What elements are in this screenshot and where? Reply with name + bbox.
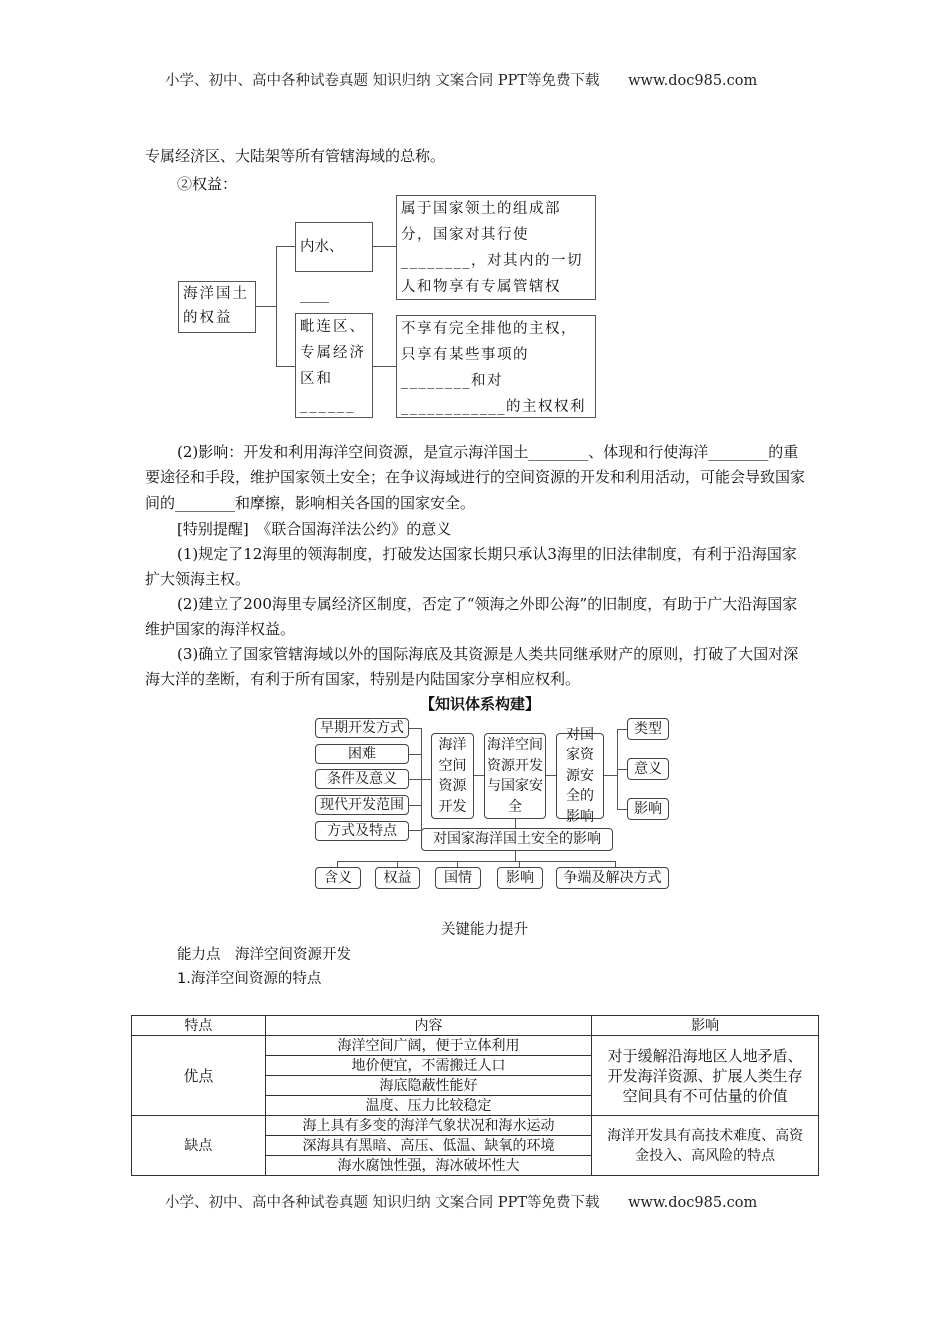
pros-impact: 对于缓解沿海地区人地矛盾、开发海洋资源、扩展人类生存空间具有不可估量的价值: [592, 1036, 819, 1116]
header-cell: 影响: [592, 1016, 819, 1036]
connector: [617, 809, 627, 810]
table-row: [132, 1036, 819, 1056]
branch2-description: 不享有完全排他的主权，只享有某些事项的________和对____________的主权权利: [396, 315, 596, 418]
connector: [276, 246, 295, 247]
paragraph-reminder: [特别提醒] 《联合国海洋法公约》的意义: [177, 520, 452, 538]
page-header: [165, 69, 757, 90]
connector: [276, 246, 277, 366]
table-row: [132, 1116, 819, 1136]
connector: [373, 246, 396, 247]
connector: [409, 830, 421, 831]
rights-root-box: 海洋国土的权益: [178, 281, 256, 333]
table-header-row: [132, 1016, 819, 1036]
footer-site: www.doc985.com: [628, 1195, 758, 1211]
branch1-description: 属于国家领土的组成部分，国家对其行使________，对其内的一切人和物享有专属管辖权: [396, 195, 596, 300]
cons-item: 海水腐蚀性强，海冰破坏性大: [265, 1156, 591, 1176]
pros-item: 温度、压力比较稳定: [265, 1096, 591, 1116]
header-site: www.doc985.com: [628, 73, 758, 89]
knowledge-bottom-item: 国情: [435, 867, 481, 889]
knowledge-right-item: 意义: [627, 758, 669, 780]
cons-item: 深海具有黑暗、高压、低温、缺氧的环境: [265, 1136, 591, 1156]
connector: [604, 775, 617, 776]
knowledge-bottom-item: 影响: [497, 867, 543, 889]
connector: [276, 366, 295, 367]
knowledge-right-item: 类型: [627, 718, 669, 740]
cons-item: 海上具有多变的海洋气象状况和海水运动: [265, 1116, 591, 1136]
connector: [515, 819, 516, 828]
characteristics-table: [131, 1015, 819, 1176]
knowledge-left-item: 困难: [315, 744, 409, 764]
connector: [409, 779, 431, 780]
header-text: 小学、初中、高中各种试卷真题 知识归纳 文案合同 PPT等免费下载: [165, 73, 600, 89]
page-footer: [165, 1191, 757, 1212]
pros-item: 地价便宜，不需搬迁人口: [265, 1056, 591, 1076]
header-cell: 内容: [265, 1016, 591, 1036]
connector: [256, 306, 276, 307]
knowledge-left-item: 条件及意义: [315, 769, 409, 789]
branch-inner-waters: 内水、____: [295, 222, 373, 272]
footer-text: 小学、初中、高中各种试卷真题 知识归纳 文案合同 PPT等免费下载: [165, 1195, 600, 1211]
knowledge-left-item: 现代开发范围: [315, 795, 409, 815]
pros-label: 优点: [132, 1036, 266, 1116]
paragraph-point-1: (1)规定了12海里的领海制度，打破发达国家长期只承认3海里的旧法律制度，有利于沿海国家扩大领海主权。: [145, 545, 797, 589]
pros-item: 海底隐蔽性能好: [265, 1076, 591, 1096]
connector: [546, 775, 556, 776]
knowledge-bottom-item: 含义: [315, 867, 361, 889]
connector: [409, 805, 421, 806]
cons-impact: 海洋开发具有高技术难度、高资金投入、高风险的特点: [592, 1116, 819, 1176]
knowledge-left-item: 早期开发方式: [315, 718, 409, 738]
connector: [515, 851, 516, 861]
header-cell: 特点: [132, 1016, 266, 1036]
connector: [617, 769, 627, 770]
knowledge-node-territory: 对国家海洋国土安全的影响: [421, 828, 613, 851]
paragraph-point-3: (3)确立了国家管辖海域以外的国际海底及其资源是人类共同继承财产的原则，打破了大国对深海大洋的垄断，有利于所有国家，特别是内陆国家分享相应权利。: [145, 645, 799, 689]
knowledge-title: 【知识体系构建】: [420, 695, 541, 713]
knowledge-node-resource-security: 对国家资源安全的影响: [556, 733, 604, 819]
knowledge-node-center: 海洋空间资源开发与国家安全: [484, 733, 546, 819]
connector: [337, 861, 616, 862]
knowledge-bottom-item: 权益: [375, 867, 420, 889]
paragraph-point-2: (2)建立了200海里专属经济区制度，否定了“领海之外即公海”的旧制度，有助于广大沿海国家维护国家的海洋权益。: [145, 595, 798, 639]
knowledge-node-development: 海洋空间资源开发: [431, 733, 474, 819]
connector: [617, 729, 627, 730]
section-title: 关键能力提升: [441, 922, 528, 938]
connector: [373, 366, 396, 367]
connector: [474, 775, 484, 776]
rights-label: ②权益：: [177, 175, 238, 193]
cons-label: 缺点: [132, 1116, 266, 1176]
pros-item: 海洋空间广阔，便于立体利用: [265, 1036, 591, 1056]
branch-contiguous-zone: 毗连区、专属经济区和______: [295, 313, 373, 418]
connector: [409, 754, 421, 755]
knowledge-right-item: 影响: [627, 798, 669, 820]
knowledge-bottom-item: 争端及解决方式: [556, 867, 669, 889]
connector: [409, 728, 421, 729]
intro-line: 专属经济区、大陆架等所有管辖海域的总称。: [145, 147, 446, 165]
ability-point: 能力点 海洋空间资源开发: [177, 947, 351, 963]
knowledge-left-item: 方式及特点: [315, 821, 409, 841]
subsection-title: 1.海洋空间资源的特点: [177, 971, 322, 987]
paragraph-impact: (2)影响：开发和利用海洋空间资源，是宣示海洋国土________、体现和行使海洋________的重要途径和手段，维护国家领土安全；在争议海域进行的空间资源的开发和利用活动，可能会导致国家间的________和摩擦，影响相关各国的国家安全。: [145, 443, 806, 512]
connector: [421, 728, 422, 830]
